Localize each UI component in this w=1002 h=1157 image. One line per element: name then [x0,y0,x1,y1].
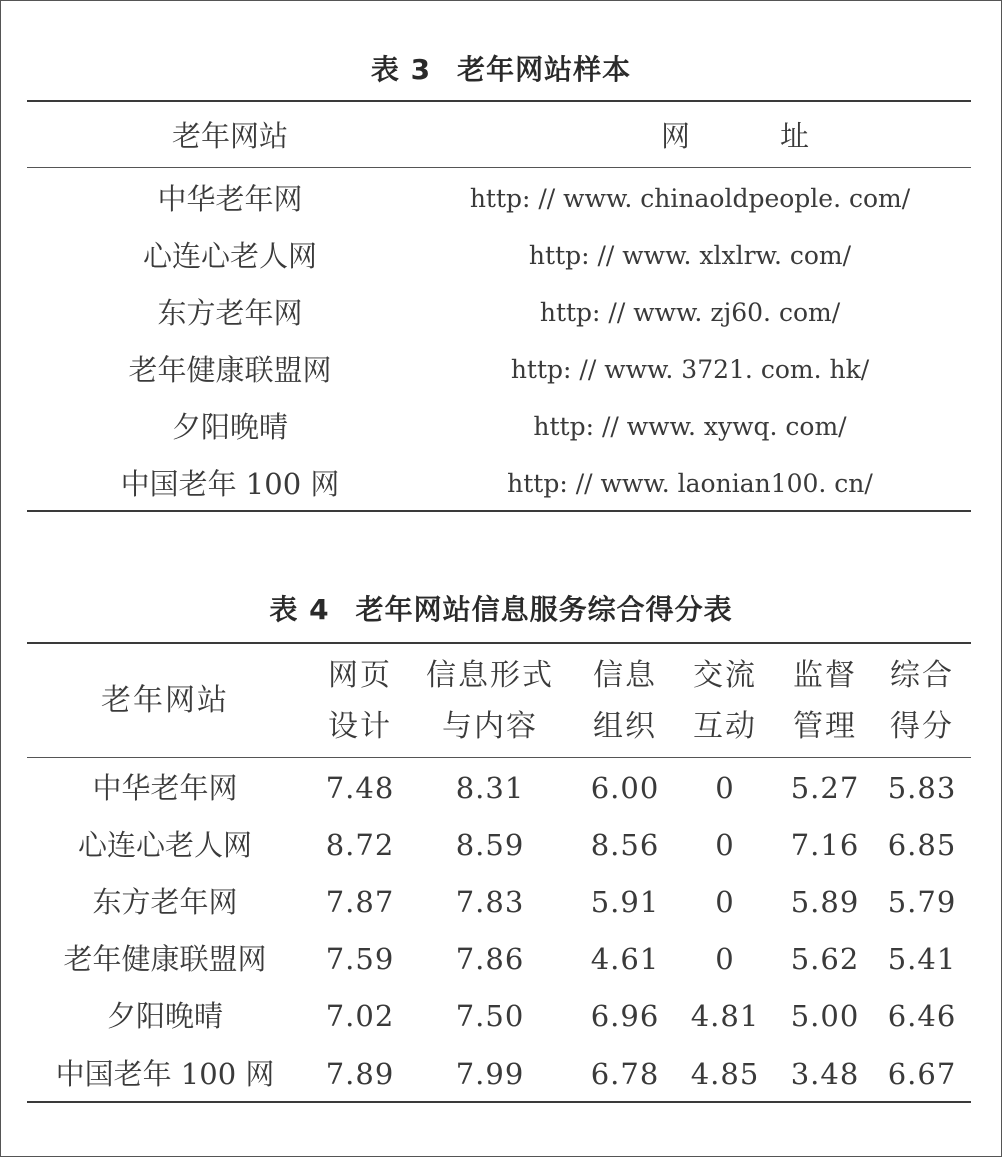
table-3-row-name: 中华老年网 [157,182,303,216]
table-3-header-url: 网址 [660,119,899,153]
table-4-header-line1: 交流 [693,658,757,693]
table-4-header-line2: 设计 [328,709,392,744]
table-3-row-name: 东方老年网 [157,296,303,330]
table-4-caption [0,588,1002,628]
table-3-bottom-rule [27,510,971,512]
table-3-caption [0,48,1002,88]
table-3-row-name: 心连心老人网 [142,239,317,273]
table-4-cell: 4.61 [590,942,660,976]
table-3-top-rule [27,100,971,102]
table-4-header-line1: 综合 [890,658,954,693]
table-4-header-line2: 互动 [693,709,757,744]
table-4-cell: 0 [715,885,735,919]
table-4-bottom-rule [27,1101,971,1103]
table-4-header-line1: 网页 [328,658,392,693]
table-4-header-line1: 信息形式 [426,658,554,693]
table-4-cell: 中国老年 100 网 [55,1057,275,1091]
table-4-cell: 6.85 [887,828,957,862]
table-4-cell: 5.83 [887,771,957,805]
table-3-row-url: http: // www. 3721. com. hk/ [510,355,870,384]
table-4-header-line2: 管理 [793,709,857,744]
table-4-cell: 4.81 [690,999,760,1033]
table-4-cell: 7.48 [325,771,395,805]
table-4-header-line2: 与内容 [442,709,538,744]
table-4-cell: 5.00 [790,999,860,1033]
table-4-cell: 夕阳晚晴 [106,999,223,1033]
table-4-header-line1: 信息 [593,658,657,693]
table-4-header-site: 老年网站 [101,683,229,718]
table-4-cell: 7.16 [790,828,860,862]
table-4-cell: 7.86 [455,942,525,976]
table-4-cell: 7.50 [455,999,525,1033]
table-4-cell: 6.96 [590,999,660,1033]
table-4-cell: 7.59 [325,942,395,976]
table-4-cell: 3.48 [790,1057,860,1091]
table-3-row-url: http: // www. chinaoldpeople. com/ [469,184,911,213]
table-4-cell: 5.91 [590,885,660,919]
table-4-header-line1: 监督 [793,658,857,693]
table-3-row-name: 中国老年 100 网 [120,467,340,501]
table-3-row-url: http: // www. xywq. com/ [533,412,847,441]
table-4-cell: 0 [715,771,735,805]
table-3-row-name: 夕阳晚晴 [171,410,288,444]
table-3-header-rule [27,167,971,168]
table-4-cell: 6.00 [590,771,660,805]
table-4-cell: 5.89 [790,885,860,919]
table-4-cell: 6.46 [887,999,957,1033]
table-4-cell: 5.79 [887,885,957,919]
table-4-cell: 心连心老人网 [77,828,252,862]
table-4-cell: 5.41 [887,942,957,976]
table-3-number: 表 3 [370,53,432,86]
table-3-row-url: http: // www. xlxlrw. com/ [528,241,852,270]
table-3-row-name: 老年健康联盟网 [128,353,332,387]
table-4-cell: 8.56 [590,828,660,862]
table-4-header-line2: 组织 [593,709,657,744]
table-4-cell: 7.83 [455,885,525,919]
table-3-header-site: 老年网站 [171,119,288,153]
table-3-row-url: http: // www. laonian100. cn/ [507,469,873,498]
table-4-top-rule [27,642,971,644]
table-3-title: 老年网站样本 [457,53,632,86]
table-4-cell: 7.02 [325,999,395,1033]
table-3-row-url: http: // www. zj60. com/ [539,298,841,327]
table-4-cell: 6.78 [590,1057,660,1091]
table-4-cell: 老年健康联盟网 [63,942,267,976]
table-4-cell: 4.85 [690,1057,760,1091]
table-4-header-line2: 得分 [890,709,954,744]
table-4-cell: 8.72 [325,828,395,862]
table-4-cell: 8.31 [455,771,525,805]
table-4-cell: 7.99 [455,1057,525,1091]
table-4-cell: 7.89 [325,1057,395,1091]
table-4-cell: 7.87 [325,885,395,919]
table-4-number: 表 4 [269,593,330,626]
table-4-cell: 东方老年网 [92,885,238,919]
table-4-title: 老年网站信息服务综合得分表 [355,593,733,626]
table-4-cell: 0 [715,942,735,976]
table-4-cell: 0 [715,828,735,862]
table-4-header-rule [27,757,971,758]
table-4-cell: 6.67 [887,1057,957,1091]
table-4-cell: 中华老年网 [92,771,238,805]
table-4-cell: 5.27 [790,771,860,805]
table-4-cell: 5.62 [790,942,860,976]
table-4-cell: 8.59 [455,828,525,862]
